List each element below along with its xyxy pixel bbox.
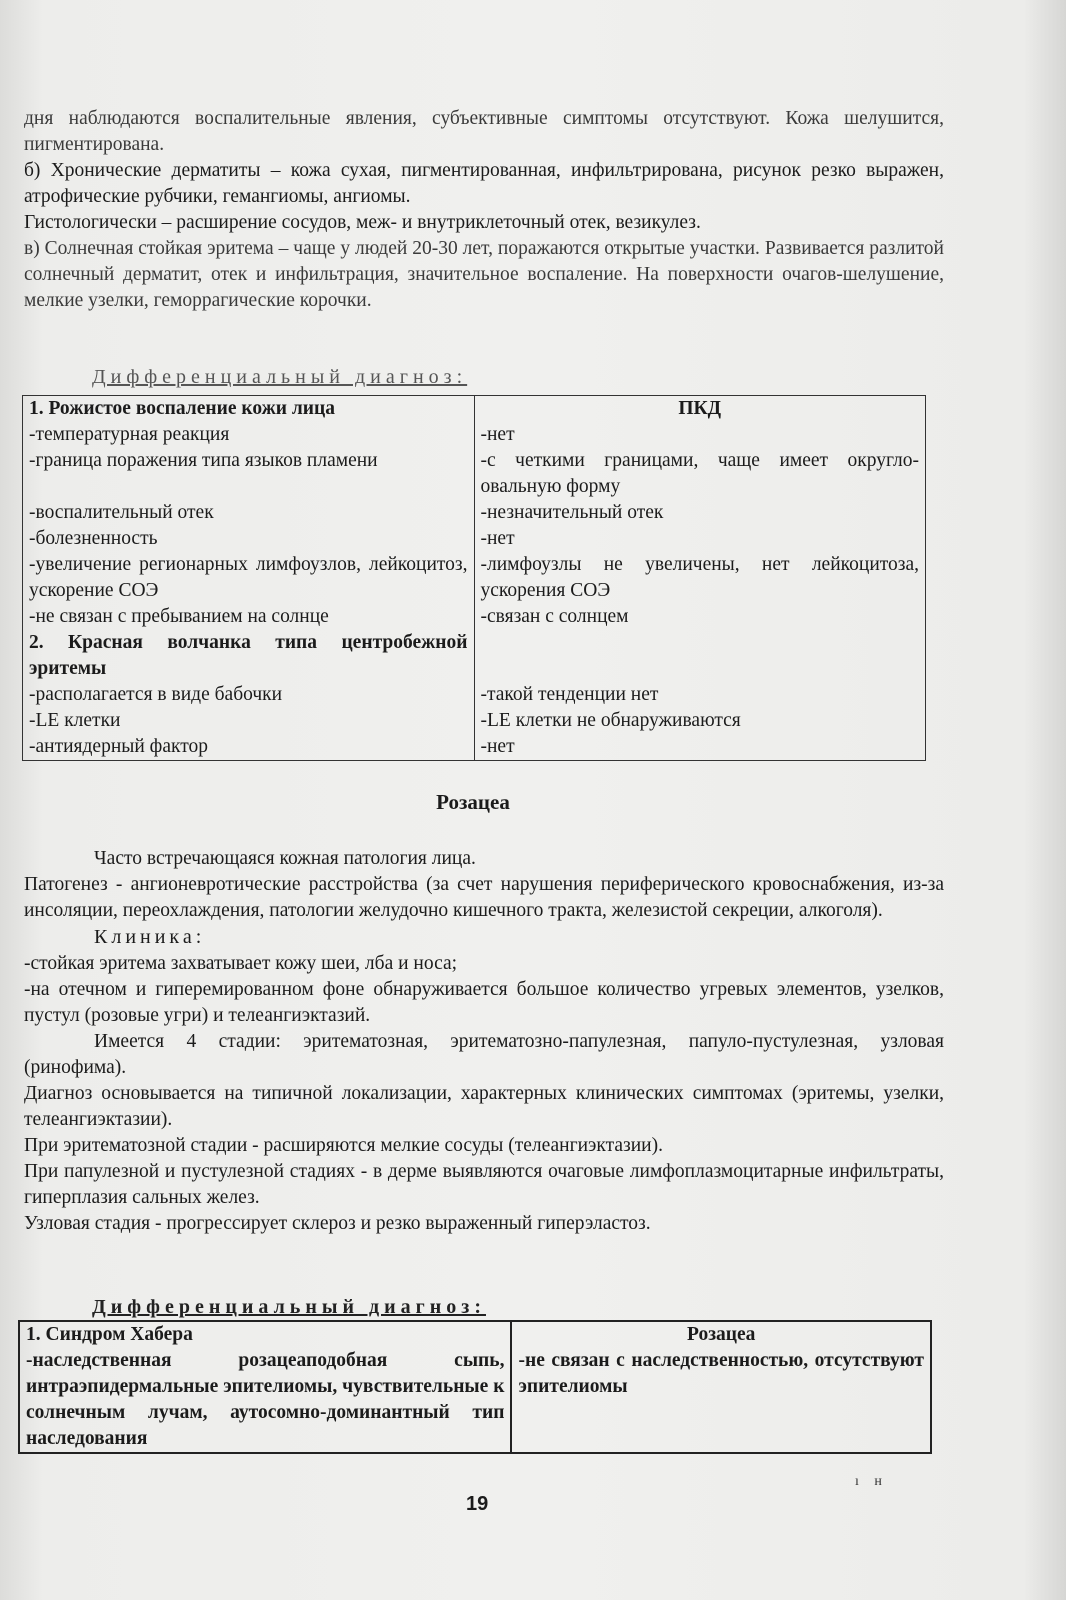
diff-item: -LE клетки bbox=[29, 710, 121, 731]
diff-diagnosis-table bbox=[18, 1320, 932, 1454]
diff-diagnosis-title bbox=[92, 366, 467, 389]
diff-item: -такой тенденции нет bbox=[480, 684, 659, 705]
clinic-heading-text: Клиника: bbox=[94, 926, 206, 948]
diff-item: -располагается в виде бабочки bbox=[29, 684, 283, 705]
paragraph: Узловая стадия - прогрессирует склероз и резко выраженный гиперэластоз. bbox=[24, 1213, 651, 1234]
diff-item: -не связан с наследственностью, отсутствуют эпителиомы bbox=[518, 1350, 924, 1397]
diff-item: -LE клетки не обнаруживаются bbox=[480, 710, 741, 731]
paragraph: При эритематозной стадии - расширяются мелкие сосуды (телеангиэктазии). bbox=[24, 1135, 663, 1156]
paragraph: дня наблюдаются воспалительные явления, субъективные симптомы отсутствуют. Кожа шелушится, пигментирована. bbox=[24, 108, 944, 155]
rosacea-text-block bbox=[24, 846, 944, 1237]
paragraph: Патогенез - ангионевротические расстройства (за счет нарушения периферического кровоснабжения, из-за инсоляции, переохлаждения, патологии желудочно кишечного тракта, железистой секреции, алкоголя). bbox=[24, 874, 944, 921]
diff-right-column bbox=[511, 1321, 931, 1453]
paragraph: -стойкая эритема захватывает кожу шеи, лба и носа; bbox=[24, 953, 458, 974]
diff-right-heading: ПКД bbox=[678, 398, 722, 419]
diff-item: -с четкими границами, чаще имеет округло-овальную форму bbox=[480, 450, 919, 497]
diff-item: -нет bbox=[480, 528, 515, 549]
paragraph: Диагноз основывается на типичной локализации, характерных клинических симптомах (эритемы, узелки, телеангиэктазии). bbox=[24, 1083, 944, 1130]
clinic-heading bbox=[24, 924, 944, 951]
paragraph: в) Солнечная стойкая эритема – чаще у людей 20-30 лет, поражаются открытые участки. Развивается разлитой солнечный дерматит, отек и инфильтрация, значительное воспаление. На поверхности очагов-шелушение, мелкие узелки, геморрагические корочки. bbox=[24, 238, 944, 311]
diff-item: -незначительный отек bbox=[480, 502, 664, 523]
page-number: 19 bbox=[466, 1493, 489, 1515]
paragraph: При папулезной и пустулезной стадиях - в дерме выявляются очаговые лимфоплазмоцитарные инфильтраты, гиперплазия сальных желез. bbox=[24, 1161, 944, 1208]
diff-diagnosis-title-text: Дифференциальный диагноз: bbox=[92, 1296, 486, 1318]
diff-item: -нет bbox=[480, 736, 515, 757]
diff-item: -болезненность bbox=[29, 528, 158, 549]
paragraph: -на отечном и гиперемированном фоне обнаруживается большое количество угревых элементов, узелков, пустул (розовые угри) и телеангиэктазий. bbox=[24, 979, 944, 1026]
diff-item: -наследственная розацеаподобная сыпь, интраэпидермальные эпителиомы, чувствительные к солнечным лучам, аутосомно-доминантный тип наследования bbox=[26, 1350, 505, 1449]
paragraph: Гистологически – расширение сосудов, меж- и внутриклеточный отек, везикулез. bbox=[24, 212, 701, 233]
diff-diagnosis-table bbox=[22, 395, 926, 761]
diff-item: -граница поражения типа языков пламени bbox=[29, 450, 378, 471]
corner-mark: ı н bbox=[855, 1474, 888, 1489]
top-text-block bbox=[24, 106, 944, 314]
diff-item: -лимфоузлы не увеличены, нет лейкоцитоза, ускорения СОЭ bbox=[480, 554, 919, 601]
paragraph: Имеется 4 стадии: эритематозная, эритематозно-папулезная, папуло-пустулезная, узловая (ринофима). bbox=[24, 1031, 944, 1078]
diff-left-column bbox=[19, 1321, 511, 1453]
paragraph: б) Хронические дерматиты – кожа сухая, пигментированная, инфильтрирована, рисунок резко выражен, атрофические рубчики, гемангиомы, ангиомы. bbox=[24, 160, 944, 207]
diff-right-column bbox=[474, 396, 926, 761]
diff-diagnosis-title bbox=[92, 1296, 486, 1319]
diff-item: -не связан с пребыванием на солнце bbox=[29, 606, 329, 627]
diff-item: -воспалительный отек bbox=[29, 502, 214, 523]
diff-item: -увеличение регионарных лимфоузлов, лейкоцитоз, ускорение СОЭ bbox=[29, 554, 468, 601]
diff-item: -антиядерный фактор bbox=[29, 736, 208, 757]
paragraph: Часто встречающаяся кожная патология лица. bbox=[94, 848, 476, 869]
spacer bbox=[481, 630, 920, 682]
diff-right-heading: Розацеа bbox=[687, 1324, 756, 1345]
diff-item: -температурная реакция bbox=[29, 424, 230, 445]
diff-item-heading: 1. Синдром Хабера bbox=[26, 1324, 193, 1345]
diff-item: -связан с солнцем bbox=[480, 606, 629, 627]
section-title: Розацеа bbox=[436, 790, 510, 814]
diff-item-heading: 2. Красная волчанка типа центробежной эритемы bbox=[29, 632, 468, 679]
diff-item-heading: 1. Рожистое воспаление кожи лица bbox=[29, 398, 336, 419]
diff-diagnosis-title-text: Дифференциальный диагноз: bbox=[92, 366, 468, 388]
diff-left-column bbox=[23, 396, 475, 761]
diff-item: -нет bbox=[480, 424, 515, 445]
